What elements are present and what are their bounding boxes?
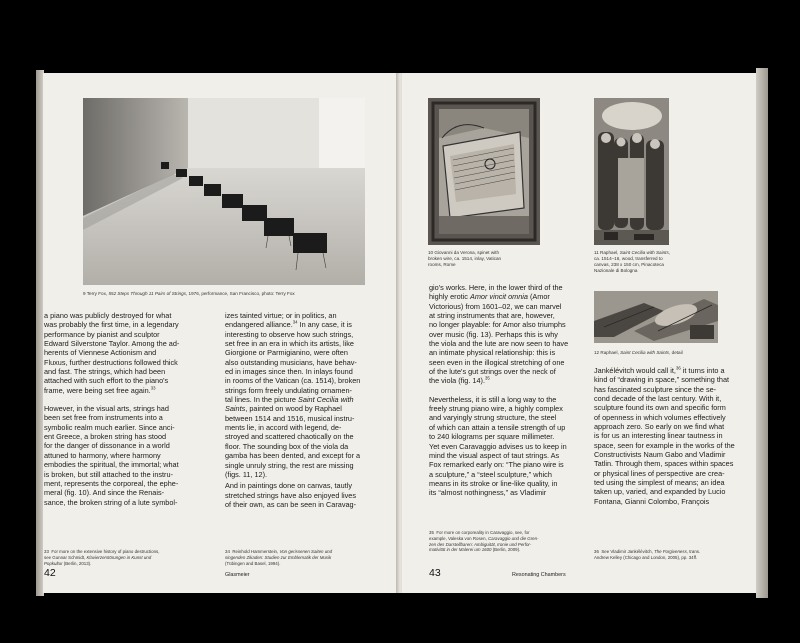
figure-11-painting: [594, 98, 669, 245]
right-page-column-1: gio's works. Here, in the lower third of the highly erotic Amor vincit omnia (Amor Victorious) from 1601–02, we can marvel at string instruments that are, however, no longer playable: for Amor also triumphs over music (fig. 13). Perhaps this is why the viola and the lute are now seen to have an intimate physical relationship: this is seen even in the illogical stretching of one of the lute's gut strings over the neck of the viola (fig. 14).$^{35}$ Nevertheless, it is still a long way to the freely strung piano wire, a highly complex and varyingly strung structure, the steel of which can attain a tensile strength of up to 240 kilograms per square millimeter. Yet even Caravaggio advises us to keep in mind the visual aspect of taut strings. As Fox remarked early on: “The piano wire is a sculpture,” a “steel sculpture,” which means in its stroke or line-like quality, in its “almost nothingness,” as Vladimir: [429, 283, 569, 498]
page-number-43: 43: [429, 567, 441, 579]
figure-9-photo: [83, 98, 365, 285]
footnote-34: 34 Reinhold Hammerstein, Von gerissenen Saiten und singenden Zikaden: Studien zur Emblematik der Musik (Tübingen and Basel, 1994).: [225, 549, 333, 566]
left-page: [43, 73, 398, 593]
footnote-ref-35[interactable]: 35: [484, 376, 490, 382]
left-page-column-2: izes tainted virtue; or in politics, an endangered alliance.$^{34}$ In any case, it is interesting to observe how such strings, set free in an era in which its artists, like Giorgione or Parmigianino, were often also outstanding musicians, have behav- ed in images since then. In inlays found in rooms of the Vatican (ca. 1514), broken strings form freely undulating ornamen- tal lines. In the picture Saint Cecilia with Saints, painted on wood by Raphael between 1514 and 1516, musical instru- ments lie, in accord with legend, de- stroyed and scattered chaotically on the floor. The sounding box of the viola da gamba has been dented, and except for a single unruly string, the rest are missing (figs. 11, 12). And in paintings done on canvas, tautly stretched strings have also enjoyed lives of their own, as can be seen in Caravag-: [225, 311, 361, 509]
running-head-left: Glasmeier: [225, 572, 250, 578]
figure-12-caption: 12 Raphael, Saint Cecilia with Saints, detail: [594, 350, 683, 355]
footnote-ref-36[interactable]: 36: [675, 365, 681, 371]
right-page-edge: [756, 68, 768, 598]
figure-12-detail: [594, 291, 718, 343]
footnote-33: 33 For more on the extensive history of piano destructions, see Gunnar Schmidt, Klavierzerstörungen in Kunst und Popkultur (Berlin, 2013).: [44, 549, 160, 566]
running-head-right: Resonating Chambers: [512, 572, 566, 578]
figure-11-caption: 11 Raphael, Saint Cecilia with Saints, ca. 1514–16, wood, transferred to canvas, 238 x 150 cm, Pinacoteca Nazionale di Bologna: [594, 250, 671, 273]
figure-10-inlay: [428, 98, 540, 245]
figure-9-caption: 9 Terry Fox, 552 Steps Through 11 Pairs of Strings, 1976, performance, San Francisco, photo: Terry Fox: [83, 291, 295, 296]
left-page-column-1: a piano was publicly destroyed for what was probably the first time, in a legendary performance by pianist and sculptor Edward Silverstone Taylor. Among the ad- herents of Viennese Actionism and Fluxus, further destructions followed thick and fast. The strings, which had been attached with such effort to the piano's frame, were being set free again.$^{33}$ However, in the visual arts, strings had been set free from instruments into a symbolic realm much earlier. Since anci- ent Greece, a broken string has stood for the danger of dissonance in a world attuned to harmony, where harmony embodies the spiritual, the immortal; what is broken, but still attached to the instru- ment, represents the corporeal, the ephe- meral (fig. 10). And since the Renais- sance, the broken string of a lute symbol-: [44, 311, 180, 507]
right-page: [402, 73, 756, 593]
page-number-42: 42: [44, 567, 56, 579]
footnote-35: 35 For more on corporeality in Caravaggio, see, for example, Valeska von Rosen, Caravaggio und die Gren- zen des Darstellbaren: Ambiguität, Ironie und Perfor- mativität in der Malerei um 1600 (Berlin, 2009).: [429, 530, 539, 553]
footnote-ref-34[interactable]: 34: [292, 319, 298, 325]
right-page-column-2: Jankélévitch would call it,$^{36}$ it turns into a kind of “drawing in space,” something that has fascinated sculpture since the se- cond decade of the last century. With it, sculpture found its own and specific form of openness in which volumes effectively approach zero. So early on we find what is for us an interesting linear tautness in space, seen for example in the works of the Constructivists Naum Gabo and Vladimir Tatlin. Through them, spaces within spaces or physical lines of perspective are crea- ted using the simplest of means; an idea taken up, varied, and expanded by Lucio Fontana, Gianni Colombo, François: [594, 365, 735, 506]
footnote-ref-33[interactable]: 33: [150, 385, 156, 391]
figure-10-caption: 10 Giovanni da Verona, spinet with broken wire, ca. 1514, inlay, Vatican rooms, Rome: [428, 250, 502, 267]
footnote-36: 36 See Vladimir Jankélévitch, The Forgiveness, trans. Andrew Kelley (Chicago and London, 2005), pp. 34ff.: [594, 549, 701, 560]
